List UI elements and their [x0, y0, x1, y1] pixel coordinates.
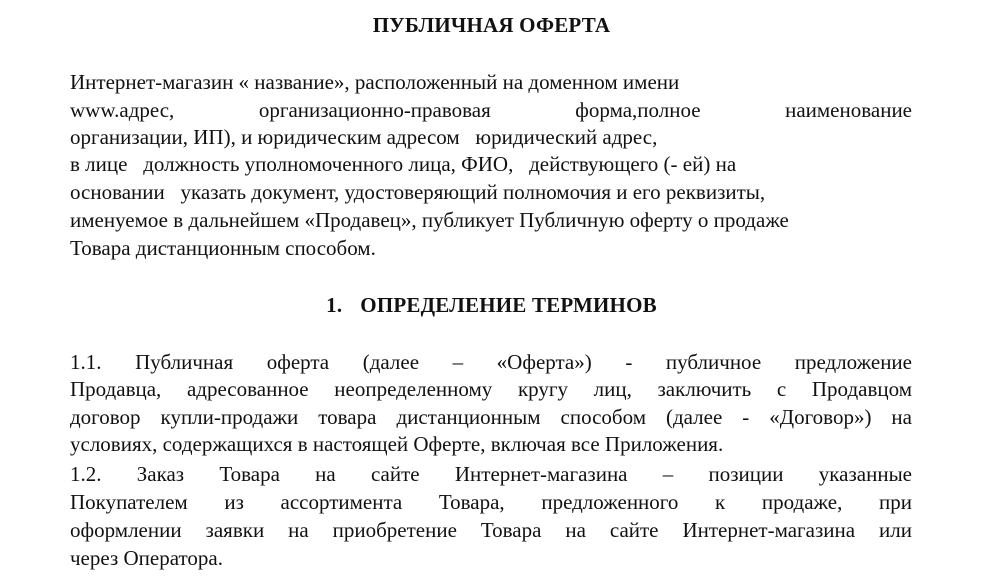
intro-line-2: www.адрес, организационно-правовая форма,полное наименование: [70, 98, 912, 122]
clause-1-2-line-1: 1.2. Заказ Товара на сайте Интернет-магазина – позиции указанные: [70, 462, 912, 486]
intro-line-4: в лице должность уполномоченного лица, ФИО, действующего (- ей) на: [70, 152, 737, 176]
clause-1-1-line-4: условиях, содержащихся в настоящей Оферте, включая все Приложения.: [70, 432, 724, 456]
clause-1-1-line-3: договор купли-продажи товара дистанционным способом (далее - «Договор») на: [70, 405, 912, 429]
section-1-number: 1.: [326, 293, 343, 317]
clause-1-1-line-1: 1.1. Публичная оферта (далее – «Оферта») - публичное предложение: [70, 350, 912, 374]
clause-1-2-line-2: Покупателем из ассортимента Товара, предложенного к продаже, при: [70, 490, 912, 514]
clause-1-2-line-3: оформлении заявки на приобретение Товара на сайте Интернет-магазина или: [70, 518, 912, 542]
clause-1-1-line-2: Продавца, адресованное неопределенному кругу лиц, заключить с Продавцом: [70, 377, 912, 401]
document-title: ПУБЛИЧНАЯ ОФЕРТА: [372, 13, 611, 37]
intro-line-1: Интернет-магазин « название», расположенный на доменном имени: [70, 70, 680, 94]
intro-line-6: именуемое в дальнейшем «Продавец», публикует Публичную оферту о продаже: [70, 208, 789, 232]
intro-line-7: Товара дистанционным способом.: [70, 236, 376, 260]
clause-1-2-line-4: через Оператора.: [70, 546, 223, 570]
section-1-title: ОПРЕДЕЛЕНИЕ ТЕРМИНОВ: [360, 293, 657, 317]
intro-line-3: организации, ИП), и юридическим адресом юридический адрес,: [70, 125, 658, 149]
section-1-heading: [0, 292, 983, 318]
intro-line-5: основании указать документ, удостоверяющий полномочия и его реквизиты,: [70, 180, 766, 204]
